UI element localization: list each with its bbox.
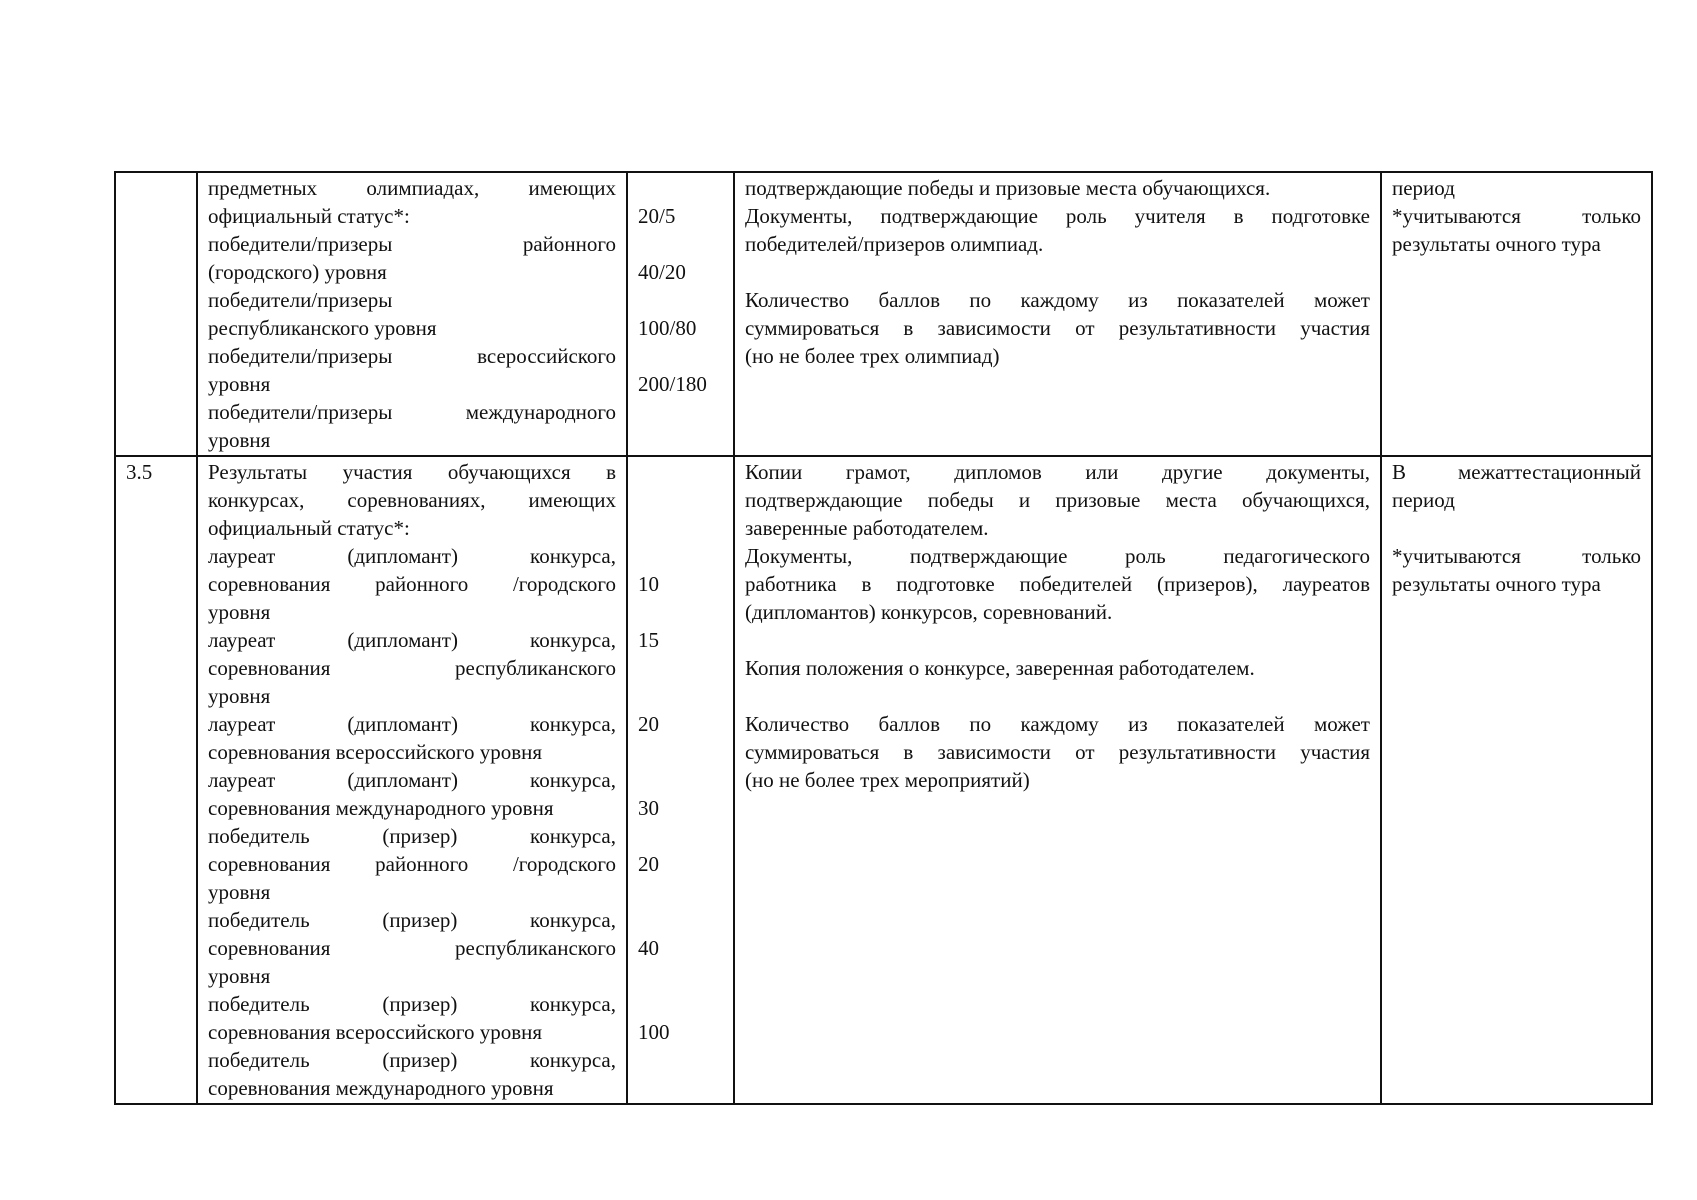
- indicator-line: победитель (призер) конкурса,: [208, 824, 616, 848]
- points-value: [638, 342, 723, 370]
- points-value: [638, 654, 723, 682]
- points-value: 40: [638, 936, 659, 960]
- documents-line: Документы, подтверждающие роль учителя в подготовке: [745, 204, 1370, 228]
- indicator-line: официальный статус*:: [208, 204, 410, 228]
- indicator-line: уровня: [208, 428, 271, 452]
- documents-line: подтверждающие победы и призовые места обучающихся.: [745, 176, 1271, 200]
- documents-line: победителей/призеров олимпиад.: [745, 232, 1044, 256]
- points-value: [638, 822, 723, 850]
- points-value: 20: [638, 852, 659, 876]
- documents-line: Копия положения о конкурсе, заверенная работодателем.: [745, 656, 1255, 680]
- points-value: 30: [638, 796, 659, 820]
- points-value: [638, 738, 723, 766]
- points-value: 200/180: [638, 372, 707, 396]
- indicator-line: соревнования всероссийского уровня: [208, 1020, 543, 1044]
- indicator-line: республиканского уровня: [208, 316, 437, 340]
- indicator-line: уровня: [208, 880, 271, 904]
- indicator-line: конкурсах, соревнованиях, имеющих: [208, 488, 616, 512]
- points-value: [638, 514, 723, 542]
- indicator-line: лауреат (дипломант) конкурса,: [208, 768, 616, 792]
- documents-line: суммироваться в зависимости от результативности участия: [745, 740, 1370, 764]
- points-cell: [627, 456, 734, 1104]
- indicator-line: уровня: [208, 372, 271, 396]
- indicator-line: соревнования районного /городского: [208, 572, 616, 596]
- points-value: [638, 486, 723, 514]
- indicator-line: Результаты участия обучающихся в: [208, 460, 616, 484]
- indicator-line: соревнования международного уровня: [208, 1076, 554, 1100]
- points-value: 100: [638, 1020, 670, 1044]
- note-line: *учитываются только: [1392, 204, 1641, 228]
- table-row: [115, 172, 1652, 456]
- documents-cell: [734, 456, 1381, 1104]
- documents-line: Количество баллов по каждому из показателей может: [745, 712, 1370, 736]
- table-row: [115, 456, 1652, 1104]
- documents-line: [745, 626, 1370, 654]
- points-value: [638, 682, 723, 710]
- indicator-line: соревнования республиканского: [208, 656, 616, 680]
- indicator-line: победитель (призер) конкурса,: [208, 1048, 616, 1072]
- indicator-line: лауреат (дипломант) конкурса,: [208, 628, 616, 652]
- indicator-line: (городского) уровня: [208, 260, 387, 284]
- note-cell: [1381, 456, 1652, 1104]
- indicator-line: победители/призеры: [208, 288, 393, 312]
- indicator-line: официальный статус*:: [208, 516, 410, 540]
- note-cell: [1381, 172, 1652, 456]
- points-value: [638, 174, 723, 202]
- points-value: 20: [638, 712, 659, 736]
- criteria-table: [114, 171, 1653, 1105]
- indicator-line: победитель (призер) конкурса,: [208, 992, 616, 1016]
- documents-line: (но не более трех мероприятий): [745, 768, 1030, 792]
- points-value: [638, 286, 723, 314]
- points-value: [638, 230, 723, 258]
- indicator-line: уровня: [208, 964, 271, 988]
- points-value: [638, 542, 723, 570]
- row-number-cell: [115, 456, 197, 1104]
- documents-cell: [734, 172, 1381, 456]
- indicator-line: победители/призеры всероссийского: [208, 344, 616, 368]
- note-line: период: [1392, 488, 1455, 512]
- indicator-cell: [197, 172, 627, 456]
- documents-line: (дипломантов) конкурсов, соревнований.: [745, 600, 1113, 624]
- indicator-line: соревнования республиканского: [208, 936, 616, 960]
- note-line: [1392, 514, 1641, 542]
- indicator-line: уровня: [208, 684, 271, 708]
- row-number: 3.5: [126, 460, 153, 484]
- points-value: [638, 906, 723, 934]
- documents-line: суммироваться в зависимости от результативности участия: [745, 316, 1370, 340]
- points-value: [638, 990, 723, 1018]
- indicator-line: победитель (призер) конкурса,: [208, 908, 616, 932]
- documents-line: Количество баллов по каждому из показателей может: [745, 288, 1370, 312]
- indicator-line: лауреат (дипломант) конкурса,: [208, 544, 616, 568]
- indicator-cell: [197, 456, 627, 1104]
- documents-line: заверенные работодателем.: [745, 516, 989, 540]
- points-cell: [627, 172, 734, 456]
- note-line: *учитываются только: [1392, 544, 1641, 568]
- points-value: [638, 458, 723, 486]
- indicator-line: соревнования всероссийского уровня: [208, 740, 543, 764]
- documents-line: [745, 258, 1370, 286]
- documents-line: Документы, подтверждающие роль педагогического: [745, 544, 1370, 568]
- points-value: [638, 598, 723, 626]
- note-line: результаты очного тура: [1392, 572, 1601, 596]
- indicator-line: победители/призеры районного: [208, 232, 616, 256]
- points-value: 15: [638, 628, 659, 652]
- points-value: [638, 766, 723, 794]
- note-line: В межаттестационный: [1392, 460, 1641, 484]
- points-value: 20/5: [638, 204, 676, 228]
- points-value: 10: [638, 572, 659, 596]
- indicator-line: предметных олимпиадах, имеющих: [208, 176, 616, 200]
- row-number-cell: [115, 172, 197, 456]
- indicator-line: лауреат (дипломант) конкурса,: [208, 712, 616, 736]
- points-value: 40/20: [638, 260, 686, 284]
- note-line: период: [1392, 176, 1455, 200]
- indicator-line: победители/призеры международного: [208, 400, 616, 424]
- documents-line: [745, 682, 1370, 710]
- points-value: 100/80: [638, 316, 697, 340]
- note-line: результаты очного тура: [1392, 232, 1601, 256]
- documents-line: (но не более трех олимпиад): [745, 344, 1000, 368]
- documents-line: Копии грамот, дипломов или другие документы,: [745, 460, 1370, 484]
- indicator-line: соревнования районного /городского: [208, 852, 616, 876]
- documents-line: работника в подготовке победителей (призеров), лауреатов: [745, 572, 1370, 596]
- indicator-line: соревнования международного уровня: [208, 796, 554, 820]
- points-value: [638, 962, 723, 990]
- indicator-line: уровня: [208, 600, 271, 624]
- documents-line: подтверждающие победы и призовые места обучающихся,: [745, 488, 1370, 512]
- points-value: [638, 878, 723, 906]
